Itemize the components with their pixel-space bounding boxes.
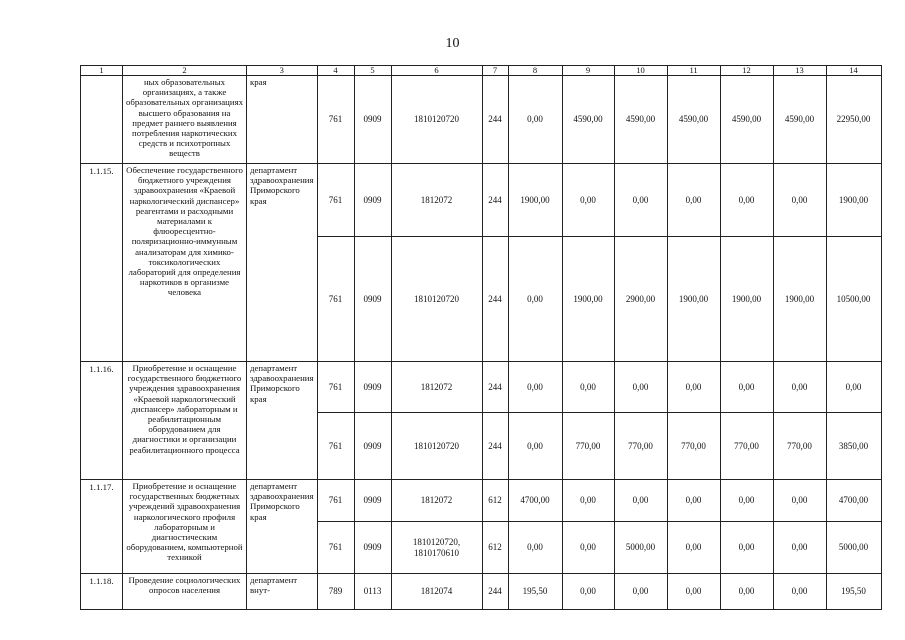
item-number-cell: 1.1.18. [81, 574, 123, 610]
amount-cell: 4700,00 [508, 480, 562, 522]
amount-cell: 0,00 [508, 362, 562, 413]
amount-cell: 0,00 [667, 574, 720, 610]
amount-cell: 1900,00 [773, 237, 826, 362]
amount-cell: 4590,00 [614, 76, 667, 164]
grbs-cell: 789 [317, 574, 354, 610]
table-row [81, 164, 882, 237]
amount-cell: 0,00 [614, 164, 667, 237]
expense-type-cell: 244 [482, 362, 508, 413]
amount-cell: 22950,00 [826, 76, 881, 164]
target-article-cell: 1812072 [391, 164, 482, 237]
amount-cell: 0,00 [508, 76, 562, 164]
amount-cell: 1900,00 [720, 237, 773, 362]
executor-cell: департамент здравоохранения Приморского края [247, 164, 318, 362]
header-row [81, 66, 882, 76]
target-article-cell: 1810120720 [391, 76, 482, 164]
expense-type-cell: 612 [482, 522, 508, 574]
table-row [81, 76, 882, 164]
amount-cell: 0,00 [562, 362, 614, 413]
executor-cell: края [247, 76, 318, 164]
header-cell: 5 [354, 66, 391, 76]
item-number-cell: 1.1.16. [81, 362, 123, 480]
grbs-cell: 761 [317, 480, 354, 522]
amount-cell: 1900,00 [667, 237, 720, 362]
item-name-cell: ных образовательных организациях, а также образовательных организациях высшего образования на предмет раннего выявления потребления наркотических средств и психотропных веществ [123, 76, 247, 164]
amount-cell: 0,00 [667, 522, 720, 574]
target-article-cell: 1810120720 [391, 413, 482, 480]
header-cell: 8 [508, 66, 562, 76]
amount-cell: 4590,00 [773, 76, 826, 164]
item-number-cell [81, 76, 123, 164]
expense-type-cell: 244 [482, 237, 508, 362]
amount-cell: 5000,00 [614, 522, 667, 574]
executor-cell: департамент здравоохранения Приморского края [247, 480, 318, 574]
amount-cell: 0,00 [614, 480, 667, 522]
amount-cell: 770,00 [773, 413, 826, 480]
header-cell: 4 [317, 66, 354, 76]
budget-table [80, 65, 882, 610]
amount-cell: 0,00 [562, 480, 614, 522]
grbs-cell: 761 [317, 413, 354, 480]
amount-cell: 10500,00 [826, 237, 881, 362]
amount-cell: 0,00 [720, 574, 773, 610]
amount-cell: 770,00 [720, 413, 773, 480]
table-row [81, 574, 882, 610]
amount-cell: 0,00 [508, 237, 562, 362]
grbs-cell: 761 [317, 237, 354, 362]
amount-cell: 0,00 [773, 164, 826, 237]
header-cell: 1 [81, 66, 123, 76]
amount-cell: 0,00 [614, 362, 667, 413]
header-cell: 3 [247, 66, 318, 76]
header-cell: 2 [123, 66, 247, 76]
item-name-cell: Приобретение и оснащение государственных бюджетных учреждений здравоохранения наркологического профиля лабораторным и диагностическим оборудованием, компьютерной техникой [123, 480, 247, 574]
item-name-cell: Обеспечение государственного бюджетного учреждения здравоохранения «Краевой наркологический диспансер» реагентами и расходными материалами к флюоресцентно-поляризационно-иммунным анализаторам для химико-токсикологических лабораторий для определения наркотиков в организме человека [123, 164, 247, 362]
target-article-cell: 1812072 [391, 362, 482, 413]
target-article-cell: 1810120720, 1810170610 [391, 522, 482, 574]
amount-cell: 0,00 [773, 362, 826, 413]
amount-cell: 0,00 [720, 480, 773, 522]
amount-cell: 0,00 [720, 522, 773, 574]
target-article-cell: 1812072 [391, 480, 482, 522]
amount-cell: 4590,00 [667, 76, 720, 164]
header-cell: 13 [773, 66, 826, 76]
section-cell: 0909 [354, 164, 391, 237]
section-cell: 0909 [354, 413, 391, 480]
amount-cell: 770,00 [614, 413, 667, 480]
amount-cell: 0,00 [720, 362, 773, 413]
amount-cell: 4590,00 [562, 76, 614, 164]
item-number-cell: 1.1.15. [81, 164, 123, 362]
header-cell: 6 [391, 66, 482, 76]
amount-cell: 5000,00 [826, 522, 881, 574]
section-cell: 0113 [354, 574, 391, 610]
item-number-cell: 1.1.17. [81, 480, 123, 574]
target-article-cell: 1810120720 [391, 237, 482, 362]
amount-cell: 770,00 [667, 413, 720, 480]
amount-cell: 1900,00 [826, 164, 881, 237]
amount-cell: 0,00 [773, 480, 826, 522]
amount-cell: 4590,00 [720, 76, 773, 164]
section-cell: 0909 [354, 522, 391, 574]
section-cell: 0909 [354, 362, 391, 413]
grbs-cell: 761 [317, 76, 354, 164]
amount-cell: 4700,00 [826, 480, 881, 522]
grbs-cell: 761 [317, 522, 354, 574]
amount-cell: 0,00 [720, 164, 773, 237]
item-name-cell: Приобретение и оснащение государственного бюджетного учреждения здравоохранения «Краевой наркологический диспансер» лабораторным и реабилитационным оборудованием для диагностики и организации реабилитационного процесса [123, 362, 247, 480]
target-article-cell: 1812074 [391, 574, 482, 610]
amount-cell: 0,00 [667, 362, 720, 413]
amount-cell: 0,00 [508, 522, 562, 574]
header-cell: 11 [667, 66, 720, 76]
table-row [81, 480, 882, 522]
amount-cell: 195,50 [508, 574, 562, 610]
amount-cell: 0,00 [826, 362, 881, 413]
amount-cell: 0,00 [773, 522, 826, 574]
amount-cell: 0,00 [562, 522, 614, 574]
table-row [81, 362, 882, 413]
amount-cell: 1900,00 [508, 164, 562, 237]
amount-cell: 2900,00 [614, 237, 667, 362]
header-cell: 14 [826, 66, 881, 76]
item-name-cell: Проведение социологических опросов населения [123, 574, 247, 610]
amount-cell: 195,50 [826, 574, 881, 610]
amount-cell: 0,00 [508, 413, 562, 480]
grbs-cell: 761 [317, 362, 354, 413]
expense-type-cell: 244 [482, 413, 508, 480]
section-cell: 0909 [354, 237, 391, 362]
amount-cell: 0,00 [667, 480, 720, 522]
grbs-cell: 761 [317, 164, 354, 237]
section-cell: 0909 [354, 480, 391, 522]
amount-cell: 3850,00 [826, 413, 881, 480]
header-cell: 7 [482, 66, 508, 76]
header-cell: 9 [562, 66, 614, 76]
executor-cell: департамент здравоохранения Приморского края [247, 362, 318, 480]
expense-type-cell: 244 [482, 574, 508, 610]
amount-cell: 770,00 [562, 413, 614, 480]
amount-cell: 1900,00 [562, 237, 614, 362]
header-cell: 12 [720, 66, 773, 76]
expense-type-cell: 244 [482, 164, 508, 237]
expense-type-cell: 244 [482, 76, 508, 164]
executor-cell: департамент внут- [247, 574, 318, 610]
section-cell: 0909 [354, 76, 391, 164]
amount-cell: 0,00 [667, 164, 720, 237]
amount-cell: 0,00 [773, 574, 826, 610]
amount-cell: 0,00 [562, 164, 614, 237]
expense-type-cell: 612 [482, 480, 508, 522]
amount-cell: 0,00 [562, 574, 614, 610]
amount-cell: 0,00 [614, 574, 667, 610]
page-number: 10 [445, 36, 460, 51]
header-cell: 10 [614, 66, 667, 76]
